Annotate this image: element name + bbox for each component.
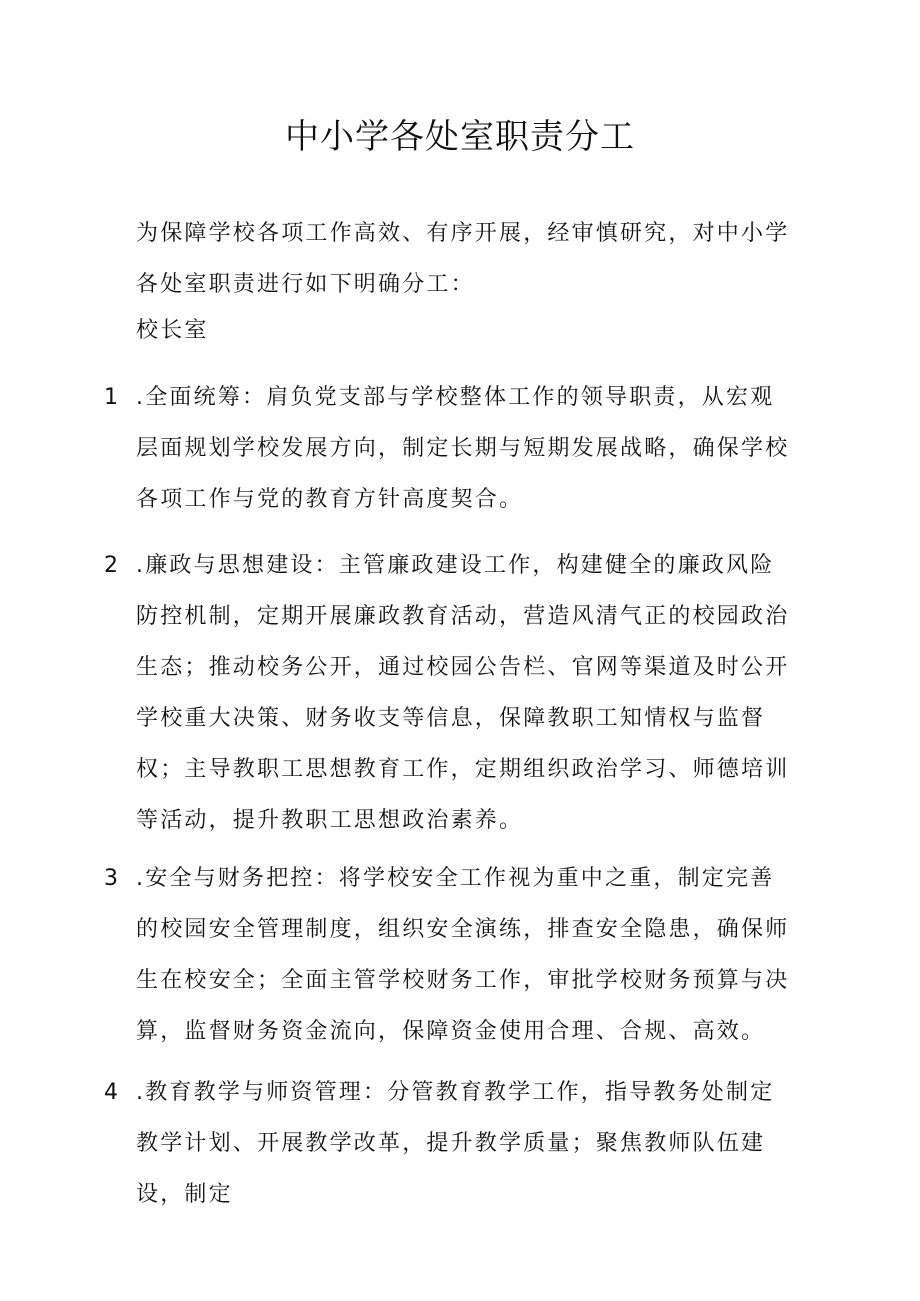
list-item [104, 540, 794, 846]
list-item-text: .廉政与思想建设：主管廉政建设工作，构建健全的廉政风险防控机制，定期开展廉政教育活动，营造风清气正的校园政治生态；推动校务公开，通过校园公告栏、官网等渠道及时公开学校重大决策、财务收支等信息，保障教职工知情权与监督权；主导教职工思想教育工作，定期组织政治学习、师德培训等活动，提升教职工思想政治素养。 [136, 553, 790, 833]
list-item-number: 2 [104, 553, 121, 578]
list-item-number: 1 [104, 385, 121, 410]
section-heading: 校长室 [136, 318, 209, 343]
document-title: 中小学各处室职责分工 [285, 117, 635, 157]
list-item [104, 853, 794, 1057]
list-item [104, 372, 794, 525]
list-item-text: .教育教学与师资管理：分管教育教学工作，指导教务处制定教学计划、开展教学改革，提升教学质量；聚焦教师队伍建设，制定 [136, 1080, 775, 1207]
list-item-text: .安全与财务把控：将学校安全工作视为重中之重，制定完善的校园安全管理制度，组织安全演练，排查安全隐患，确保师生在校安全；全面主管学校财务工作，审批学校财务预算与决算，监督财务资金流向，保障资金使用合理、合规、高效。 [136, 866, 790, 1044]
list-item-text: .全面统筹：肩负党支部与学校整体工作的领导职责，从宏观层面规划学校发展方向，制定长期与短期发展战略，确保学校各项工作与党的教育方针高度契合。 [136, 385, 790, 512]
intro-paragraph: 为保障学校各项工作高效、有序开展，经审慎研究，对中小学各处室职责进行如下明确分工： [136, 221, 790, 297]
list-item-number: 3 [104, 866, 121, 891]
list-item [104, 1067, 794, 1220]
list-item-number: 4 [104, 1080, 121, 1105]
